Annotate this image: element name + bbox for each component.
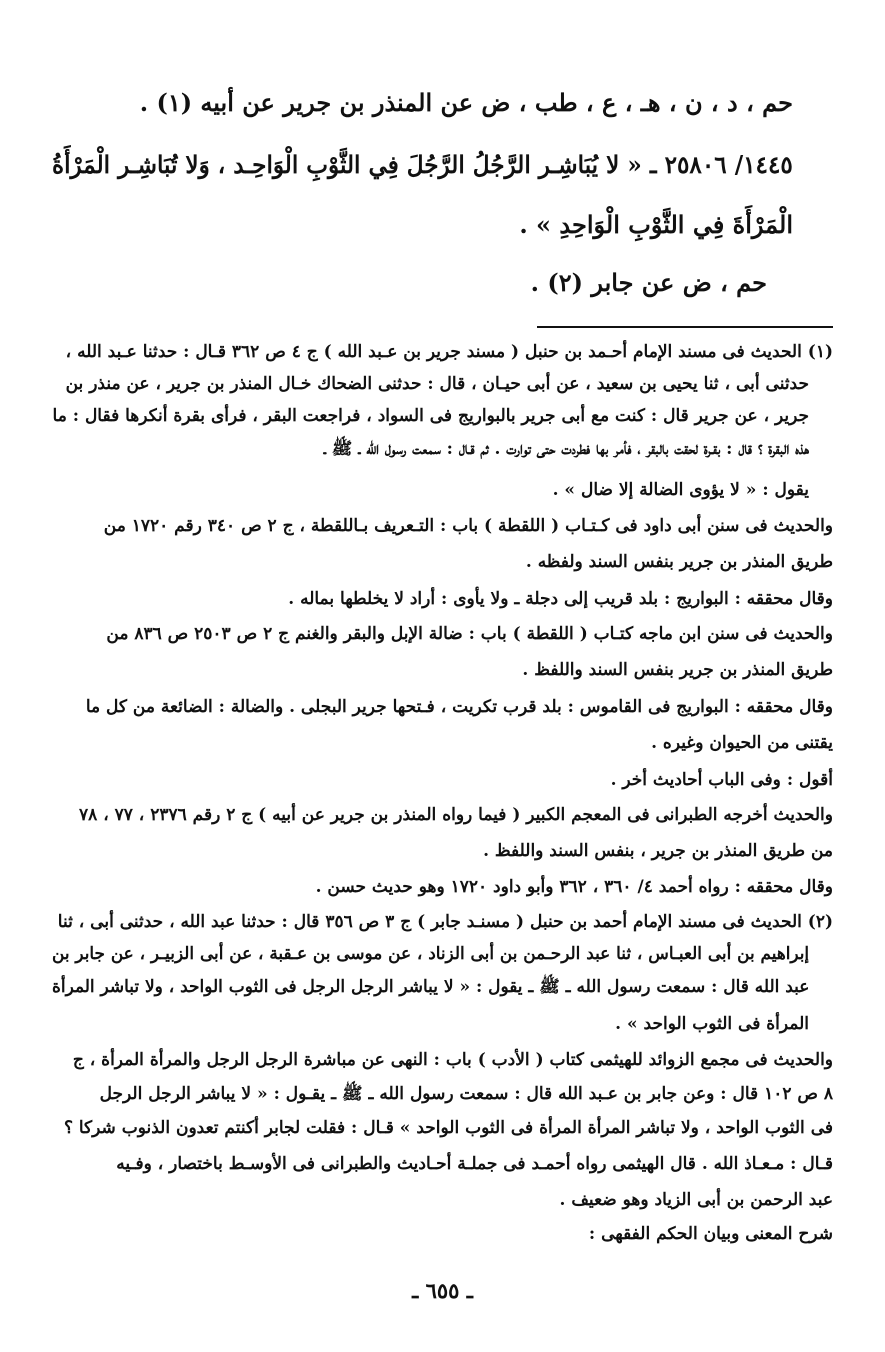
footnote-line: طريق المنذر بن جرير بنفس السند ولفظه . [525,552,833,572]
footnote-line: عبد الرحمن بن أبى الزياد وهو ضعيف . [559,1190,833,1210]
footnote-line: (١) الحديث فى مسند الإمام أحـمد بن حنبل ( مسند جرير بن عـبد الله ) ج ٤ ص ٣٦٢ قـال : حدثنا عـبد الله ، [65,342,833,362]
footnote-line: شرح المعنى وبيان الحكم الفقهى : [588,1224,833,1244]
main-hadith-line-2: الْمَرْأَةَ فِي الثَّوْبِ الْوَاحِدِ » . [519,210,793,239]
main-source-line-1: حم ، د ، ن ، هـ ، ع ، طب ، ض عن المنذر بن جرير عن أبيه (١) . [139,88,793,117]
footnote-line: المرأة فى الثوب الواحد » . [615,1014,809,1034]
main-source-line-2: حم ، ض عن جابر (٢) . [530,268,767,297]
footnote-line: (٢) الحديث فى مسند الإمام أحمد بن حنبل ( مسنـد جابر ) ج ٣ ص ٣٥٦ قال : حدثنا عبد الله ، حدثنى أبى ، ثنا [57,912,833,932]
footnote-line: قـال : مـعـاذ الله . قال الهيثمى رواه أحمـد فى جملـة أحـاديث والطبرانى فى الأوسـط باختصار ، وفـيه [116,1154,833,1174]
footnote-line: وقال محققه : البواريج : بلد قريب إلى دجلة ـ ولا يأوى : أراد لا يخلطها بماله . [288,589,833,609]
footnote-line: وقال محققه : رواه أحمد ٤/ ٣٦٠ ، ٣٦٢ وأبو داود ١٧٢٠ وهو حديث حسن . [315,877,833,897]
footnote-line: أقول : وفى الباب أحاديث أخر . [610,770,833,790]
footnote-line: حدثنى أبى ، ثنا يحيى بن سعيد ، عن أبى حيـان ، قال : حدثنى الضحاك خـال المنذر بن جرير ، عن منذر بن [65,374,809,394]
footnote-line: من طريق المنذر بن جرير ، بنفس السند واللفظ . [483,841,833,861]
footnote-line: جرير ، عن جرير قال : كنت مع أبى جرير بالبواريج فى السواد ، فراجعت البقر ، فرأى بقرة أنكرها فقال : ما [52,406,809,426]
footnote-line: فى الثوب الواحد ، ولا تباشر المرأة المرأة فى الثوب الواحد » قـال : فقلت لجابر أكنتم تعدون الذنوب شركا ؟ [63,1118,833,1138]
main-hadith-line-1: ١٤٤٥/ ٢٥٨٠٦ ـ « لا يُبَاشِـر الرَّجُلُ الرَّجُلَ فِي الثَّوْبِ الْوَاحِـد ، وَلا تُبَاشِـر الْمَرْأَةُ [52,150,793,179]
footnote-separator [537,326,833,328]
footnote-line: هذه البقرة ؟ قال : بقـرة لحقت بالبقر ، فأمر بها فطردت حتى توارت . ثم قـال : سمعت رسول الله ـ ﷺ ـ [323,439,809,459]
footnote-line: وقال محققه : البواريج فى القاموس : بلد قرب تكريت ، فـتحها جرير البجلى . والضالة : الضائعة من كل ما [85,697,833,717]
footnote-line: والحديث فى مجمع الزوائد للهيثمى كتاب ( الأدب ) باب : النهى عن مباشرة الرجل الرجل والمرأة المرأة ، ج [72,1050,833,1070]
footnote-line: والحديث فى سنن أبى داود فى كـتـاب ( اللقطة ) باب : التـعريف بـاللقطة ، ج ٢ ص ٣٤٠ رقم ١٧٢٠ من [103,516,833,536]
footnote-line: عبد الله قال : سمعت رسول الله ـ ﷺ ـ يقول : « لا يباشر الرجل الرجل فى الثوب الواحد ، ولا تباشر المرأة [51,977,809,997]
footnote-line: يقتنى من الحيوان وغيره . [651,733,833,753]
footnote-line: والحديث فى سنن ابن ماجه كتـاب ( اللقطة ) باب : ضالة الإبل والبقر والغنم ج ٢ ص ٢٥٠٣ ص ٨٣٦ من [106,624,833,644]
footnote-line: والحديث أخرجه الطبرانى فى المعجم الكبير ( فيما رواه المنذر بن جرير عن أبيه ) ج ٢ رقم ٢٣٧٦ ، ٧٧ ، ٧٨ [79,805,833,825]
footnote-line: طريق المنذر بن جرير بنفس السند واللفظ . [522,660,833,680]
page-number: ـ ٦٥٥ ـ [412,1278,473,1303]
footnote-line: يقول : « لا يؤوى الضالة إلا ضال » . [552,480,809,500]
footnote-line: ٨ ص ١٠٢ قال : وعن جابر بن عـبد الله قال : سمعت رسول الله ـ ﷺ ـ يقـول : « لا يباشر الرجل الرجل [99,1084,833,1104]
footnote-line: إبراهيم بن أبى العبـاس ، ثنا عبد الرحـمن بن أبى الزناد ، عن موسى بن عـقبة ، عن أبى الزبيـر ، عن جابر بن [51,944,809,964]
